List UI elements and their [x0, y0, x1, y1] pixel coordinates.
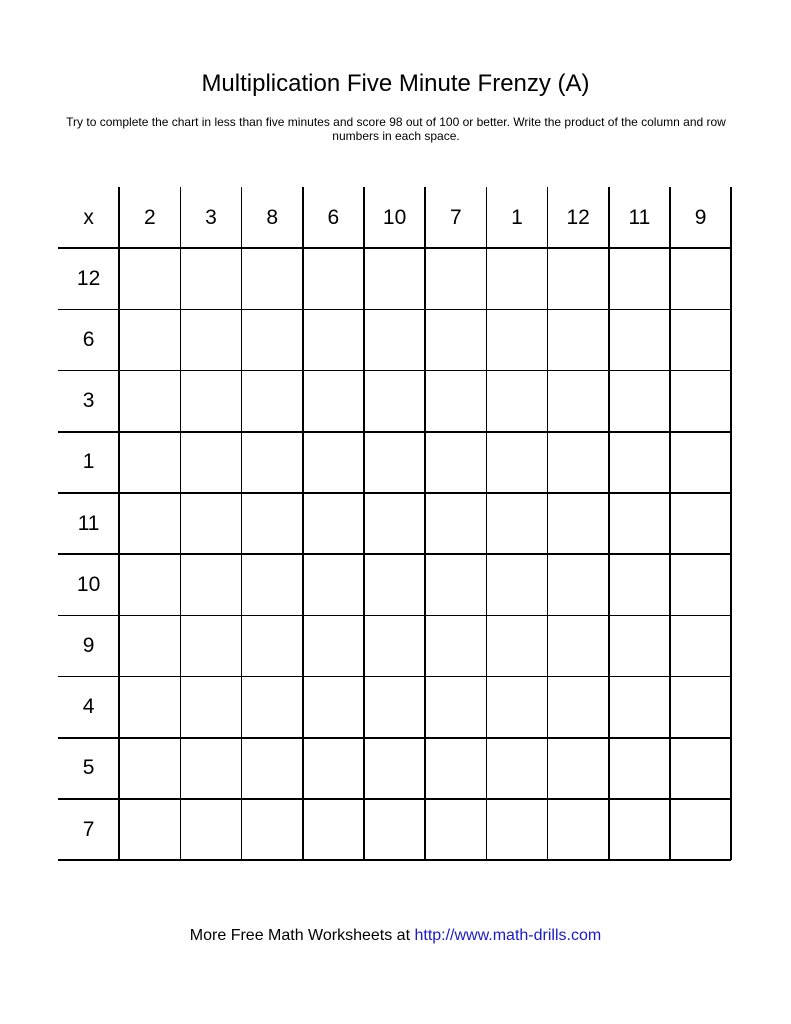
answer-cell[interactable] — [425, 371, 486, 432]
answer-cell[interactable] — [242, 432, 303, 493]
answer-cell[interactable] — [180, 677, 241, 738]
footer-text: More Free Math Worksheets at — [189, 927, 415, 944]
answer-cell[interactable] — [180, 371, 241, 432]
column-header: 9 — [694, 205, 707, 229]
grid-column-divider — [363, 187, 365, 860]
answer-cell[interactable] — [242, 554, 303, 615]
column-header: 6 — [327, 205, 340, 229]
grid-row-divider — [58, 553, 731, 555]
grid-column-divider — [241, 187, 243, 860]
answer-cell[interactable] — [180, 554, 241, 615]
row-header: 7 — [82, 817, 95, 841]
grid-column-divider — [424, 187, 426, 860]
instructions-text: Try to complete the chart in less than five minutes and score 98 out of 100 or better. Write the product of the column and row numbers in each space. — [66, 115, 726, 143]
column-header: 10 — [382, 205, 407, 229]
answer-cell[interactable] — [486, 799, 547, 860]
website-link[interactable]: http://www.math-drills.com — [414, 927, 602, 944]
answer-cell[interactable] — [119, 309, 180, 370]
answer-cell[interactable] — [303, 309, 364, 370]
answer-cell[interactable] — [609, 615, 670, 676]
answer-cell[interactable] — [548, 799, 609, 860]
answer-cell[interactable] — [609, 309, 670, 370]
answer-cell[interactable] — [670, 799, 731, 860]
row-header: 10 — [76, 572, 101, 596]
answer-cell[interactable] — [548, 248, 609, 309]
answer-cell[interactable] — [670, 248, 731, 309]
answer-cell[interactable] — [242, 615, 303, 676]
row-header: 12 — [76, 266, 101, 290]
column-header: 12 — [566, 205, 590, 229]
answer-cell[interactable] — [548, 554, 609, 615]
answer-cell[interactable] — [425, 738, 486, 799]
answer-cell[interactable] — [242, 309, 303, 370]
row-header: 5 — [82, 756, 95, 780]
grid-row-divider — [58, 676, 731, 678]
grid-column-divider — [180, 187, 182, 860]
answer-cell[interactable] — [303, 738, 364, 799]
answer-cell[interactable] — [425, 309, 486, 370]
grid-row-divider — [58, 615, 731, 617]
answer-cell[interactable] — [242, 799, 303, 860]
answer-cell[interactable] — [670, 677, 731, 738]
answer-cell[interactable] — [425, 554, 486, 615]
row-header: 1 — [82, 450, 95, 474]
answer-cell[interactable] — [364, 677, 425, 738]
row-header: 3 — [82, 389, 95, 413]
answer-cell[interactable] — [548, 738, 609, 799]
answer-cell[interactable] — [486, 677, 547, 738]
answer-cell[interactable] — [180, 493, 241, 554]
answer-cell[interactable] — [180, 615, 241, 676]
answer-cell[interactable] — [364, 309, 425, 370]
answer-cell[interactable] — [119, 554, 180, 615]
answer-cell[interactable] — [119, 371, 180, 432]
answer-cell[interactable] — [303, 371, 364, 432]
answer-cell[interactable] — [486, 309, 547, 370]
answer-cell[interactable] — [425, 677, 486, 738]
column-header: 8 — [266, 205, 279, 229]
answer-cell[interactable] — [303, 248, 364, 309]
column-header: 11 — [628, 205, 651, 229]
row-header: 4 — [82, 695, 95, 719]
answer-cell[interactable] — [364, 248, 425, 309]
answer-cell[interactable] — [609, 432, 670, 493]
answer-cell[interactable] — [303, 799, 364, 860]
answer-cell[interactable] — [486, 248, 547, 309]
answer-cell[interactable] — [180, 799, 241, 860]
multiplication-grid — [58, 187, 731, 862]
answer-cell[interactable] — [609, 248, 670, 309]
answer-cell[interactable] — [670, 615, 731, 676]
answer-cell[interactable] — [425, 799, 486, 860]
answer-cell[interactable] — [364, 554, 425, 615]
grid-column-divider — [547, 187, 549, 860]
answer-cell[interactable] — [425, 432, 486, 493]
answer-cell[interactable] — [609, 371, 670, 432]
worksheet-title: Multiplication Five Minute Frenzy (A) — [201, 70, 590, 97]
grid-row-divider — [58, 309, 731, 311]
answer-cell[interactable] — [486, 554, 547, 615]
column-header: 2 — [143, 205, 156, 229]
answer-cell[interactable] — [548, 615, 609, 676]
answer-cell[interactable] — [670, 738, 731, 799]
answer-cell[interactable] — [609, 738, 670, 799]
grid-column-divider — [730, 187, 732, 860]
grid-row-divider — [58, 247, 731, 249]
answer-cell[interactable] — [364, 371, 425, 432]
answer-cell[interactable] — [303, 615, 364, 676]
footer — [0, 926, 791, 946]
answer-cell[interactable] — [242, 493, 303, 554]
answer-cell[interactable] — [548, 309, 609, 370]
answer-cell[interactable] — [242, 248, 303, 309]
answer-cell[interactable] — [180, 309, 241, 370]
row-header: 6 — [82, 327, 95, 351]
answer-cell[interactable] — [180, 432, 241, 493]
answer-cell[interactable] — [670, 371, 731, 432]
column-header: 1 — [511, 205, 523, 229]
answer-cell[interactable] — [548, 677, 609, 738]
grid-column-divider — [486, 187, 488, 860]
answer-cell[interactable] — [364, 432, 425, 493]
answer-cell[interactable] — [486, 432, 547, 493]
answer-cell[interactable] — [609, 799, 670, 860]
answer-cell[interactable] — [242, 738, 303, 799]
answer-cell[interactable] — [303, 493, 364, 554]
corner-label: x — [83, 205, 94, 229]
column-header: 7 — [449, 205, 462, 229]
answer-cell[interactable] — [364, 493, 425, 554]
answer-cell[interactable] — [119, 615, 180, 676]
answer-cell[interactable] — [609, 493, 670, 554]
answer-cell[interactable] — [670, 309, 731, 370]
grid-row-divider — [58, 737, 731, 739]
answer-cell[interactable] — [119, 799, 180, 860]
answer-cell[interactable] — [242, 677, 303, 738]
grid-row-divider — [58, 798, 731, 800]
answer-cell[interactable] — [548, 493, 609, 554]
answer-cell[interactable] — [180, 738, 241, 799]
answer-cell[interactable] — [670, 493, 731, 554]
answer-cell[interactable] — [486, 371, 547, 432]
answer-cell[interactable] — [119, 493, 180, 554]
grid-row-divider — [58, 431, 731, 433]
answer-cell[interactable] — [180, 248, 241, 309]
answer-cell[interactable] — [486, 615, 547, 676]
answer-cell[interactable] — [486, 738, 547, 799]
row-header: 9 — [82, 633, 95, 657]
answer-cell[interactable] — [609, 677, 670, 738]
grid-column-divider — [669, 187, 671, 860]
grid-column-divider — [302, 187, 304, 860]
answer-cell[interactable] — [364, 738, 425, 799]
grid-row-divider — [58, 492, 731, 494]
answer-cell[interactable] — [303, 554, 364, 615]
answer-cell[interactable] — [486, 493, 547, 554]
answer-cell[interactable] — [670, 432, 731, 493]
answer-cell[interactable] — [119, 738, 180, 799]
answer-cell[interactable] — [548, 371, 609, 432]
grid-row-divider — [58, 859, 731, 861]
answer-cell[interactable] — [364, 799, 425, 860]
column-header: 3 — [205, 205, 217, 229]
grid-column-divider — [118, 187, 120, 860]
answer-cell[interactable] — [425, 248, 486, 309]
answer-cell[interactable] — [119, 677, 180, 738]
answer-cell[interactable] — [364, 615, 425, 676]
answer-cell[interactable] — [425, 615, 486, 676]
answer-cell[interactable] — [303, 677, 364, 738]
grid-row-divider — [58, 370, 731, 372]
grid-column-divider — [608, 187, 610, 860]
answer-cell[interactable] — [609, 554, 670, 615]
answer-cell[interactable] — [548, 432, 609, 493]
answer-cell[interactable] — [425, 493, 486, 554]
answer-cell[interactable] — [242, 371, 303, 432]
answer-cell[interactable] — [670, 554, 731, 615]
row-header: 11 — [77, 511, 100, 535]
answer-cell[interactable] — [119, 248, 180, 309]
answer-cell[interactable] — [303, 432, 364, 493]
answer-cell[interactable] — [119, 432, 180, 493]
